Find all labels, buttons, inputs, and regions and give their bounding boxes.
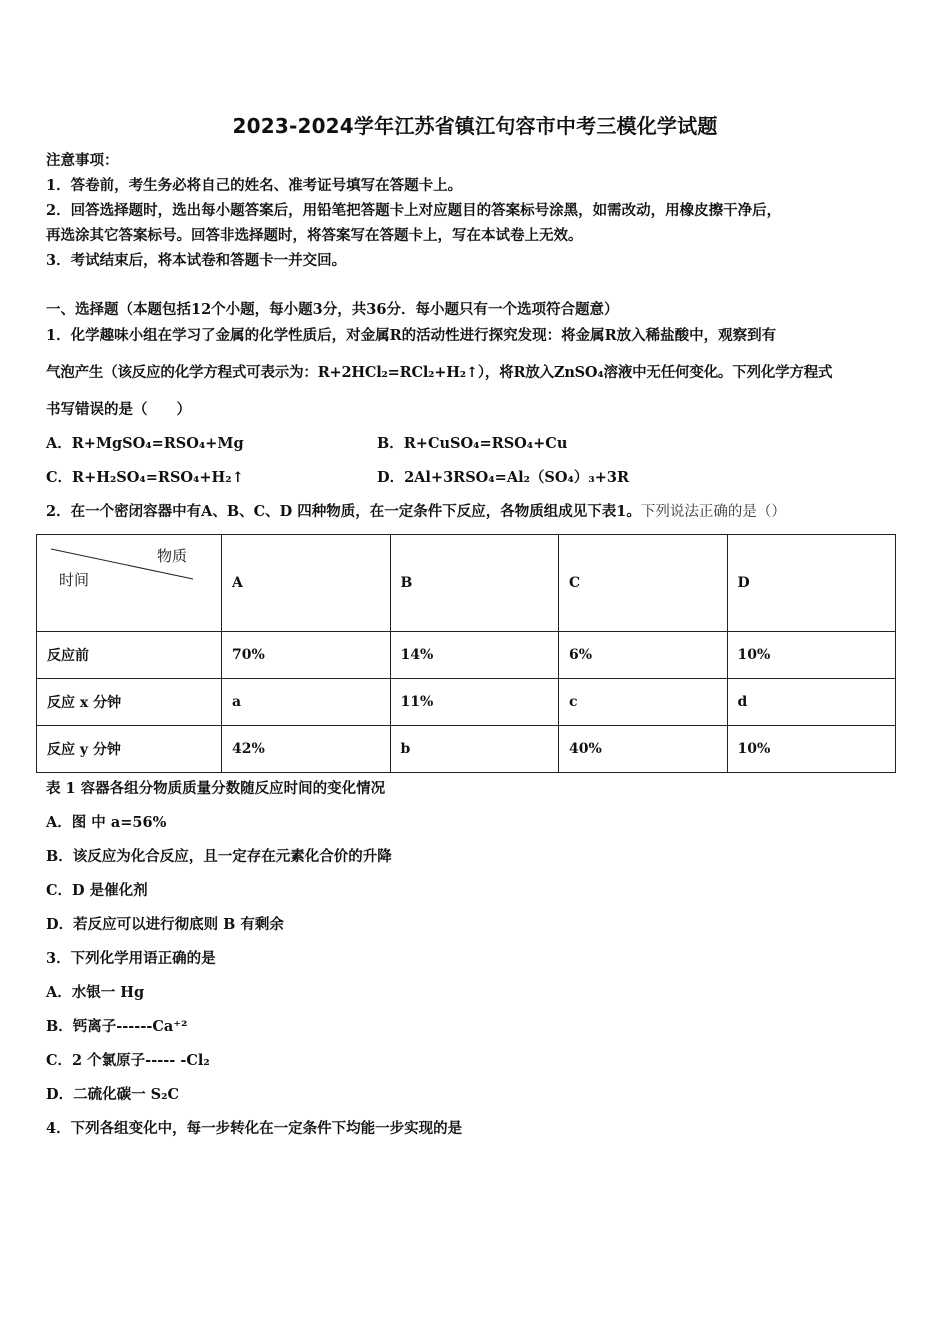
table-cell: 70% bbox=[222, 632, 391, 679]
q1-option-c: C．R+H₂SO₄=RSO₄+H₂↑ bbox=[46, 469, 244, 486]
q1-option-b: B．R+CuSO₄=RSO₄+Cu bbox=[377, 435, 568, 452]
notice-heading: 注意事项： bbox=[46, 152, 119, 169]
table-cell: 14% bbox=[390, 632, 559, 679]
page-title: 2023-2024学年江苏省镇江句容市中考三模化学试题 bbox=[232, 114, 718, 138]
q2-option-a: A．图 中 a=56% bbox=[46, 814, 167, 831]
notice-item-2: 2．回答选择题时，选出每小题答案后，用铅笔把答题卡上对应题目的答案标号涂黑，如需改动，用橡皮擦干净后， bbox=[46, 202, 782, 219]
table-row bbox=[37, 726, 896, 773]
notice-item-3: 3．考试结束后，将本试卷和答题卡一并交回。 bbox=[46, 252, 347, 269]
q4-stem: 4．下列各组变化中，每一步转化在一定条件下均能一步实现的是 bbox=[46, 1120, 463, 1137]
table-header-a: A bbox=[222, 535, 391, 632]
table-header-row bbox=[37, 535, 896, 632]
table-cell: 6% bbox=[559, 632, 728, 679]
reaction-table bbox=[36, 534, 896, 773]
table-cell: 42% bbox=[222, 726, 391, 773]
corner-label-substance: 物质 bbox=[156, 547, 187, 565]
table-row bbox=[37, 679, 896, 726]
q3-option-d: D．二硫化碳一 S₂C bbox=[46, 1086, 179, 1103]
table-cell: d bbox=[727, 679, 896, 726]
table-cell: 10% bbox=[727, 726, 896, 773]
q1-stem-line2: 气泡产生（该反应的化学方程式可表示为：R+2HCl₂=RCl₂+H₂↑），将R放入ZnSO₄溶液中无任何变化。下列化学方程式 bbox=[46, 364, 833, 381]
q1-option-d: D．2Al+3RSO₄=Al₂（SO₄）₃+3R bbox=[377, 469, 630, 486]
table-cell: b bbox=[390, 726, 559, 773]
row-label: 反应 y 分钟 bbox=[37, 726, 222, 773]
q3-stem: 3．下列化学用语正确的是 bbox=[46, 950, 216, 967]
table-cell: 40% bbox=[559, 726, 728, 773]
section-heading: 一、选择题（本题包括12个小题，每小题3分，共36分．每小题只有一个选项符合题意） bbox=[46, 301, 619, 318]
q2-stem-question: 下列说法正确的是（） bbox=[640, 504, 786, 520]
q3-option-b: B．钙离子------Ca⁺² bbox=[46, 1018, 188, 1035]
table-cell: 11% bbox=[390, 679, 559, 726]
q2-option-d: D．若反应可以进行彻底则 B 有剩余 bbox=[46, 916, 284, 933]
table-header-d: D bbox=[727, 535, 896, 632]
corner-label-time: 时间 bbox=[59, 571, 90, 589]
q3-option-c: C．2 个氯原子----- -Cl₂ bbox=[46, 1052, 210, 1069]
table-row bbox=[37, 632, 896, 679]
table-cell: 10% bbox=[727, 632, 896, 679]
table-corner-cell bbox=[37, 535, 222, 632]
q2-stem-main: 2．在一个密闭容器中有A、B、C、D 四种物质，在一定条件下反应，各物质组成见下表1。 bbox=[46, 503, 641, 520]
q1-stem-line3: 书写错误的是（ ） bbox=[46, 401, 191, 418]
row-label: 反应 x 分钟 bbox=[37, 679, 222, 726]
q1-option-a: A．R+MgSO₄=RSO₄+Mg bbox=[46, 435, 244, 452]
row-label: 反应前 bbox=[37, 632, 222, 679]
notice-item-2-cont: 再选涂其它答案标号。回答非选择题时，将答案写在答题卡上，写在本试卷上无效。 bbox=[46, 227, 583, 244]
notice-item-1: 1．答卷前，考生务必将自己的姓名、准考证号填写在答题卡上。 bbox=[46, 177, 463, 194]
q2-option-b: B．该反应为化合反应，且一定存在元素化合价的升降 bbox=[46, 848, 392, 865]
q2-option-c: C．D 是催化剂 bbox=[46, 882, 148, 899]
q1-stem-line1: 1．化学趣味小组在学习了金属的化学性质后，对金属R的活动性进行探究发现：将金属R放入稀盐酸中，观察到有 bbox=[46, 327, 777, 344]
table-cell: c bbox=[559, 679, 728, 726]
table-cell: a bbox=[222, 679, 391, 726]
table-header-b: B bbox=[390, 535, 559, 632]
q2-stem bbox=[46, 502, 786, 522]
table-header-c: C bbox=[559, 535, 728, 632]
q3-option-a: A．水银一 Hg bbox=[46, 984, 145, 1001]
table-caption: 表 1 容器各组分物质质量分数随反应时间的变化情况 bbox=[46, 780, 386, 797]
